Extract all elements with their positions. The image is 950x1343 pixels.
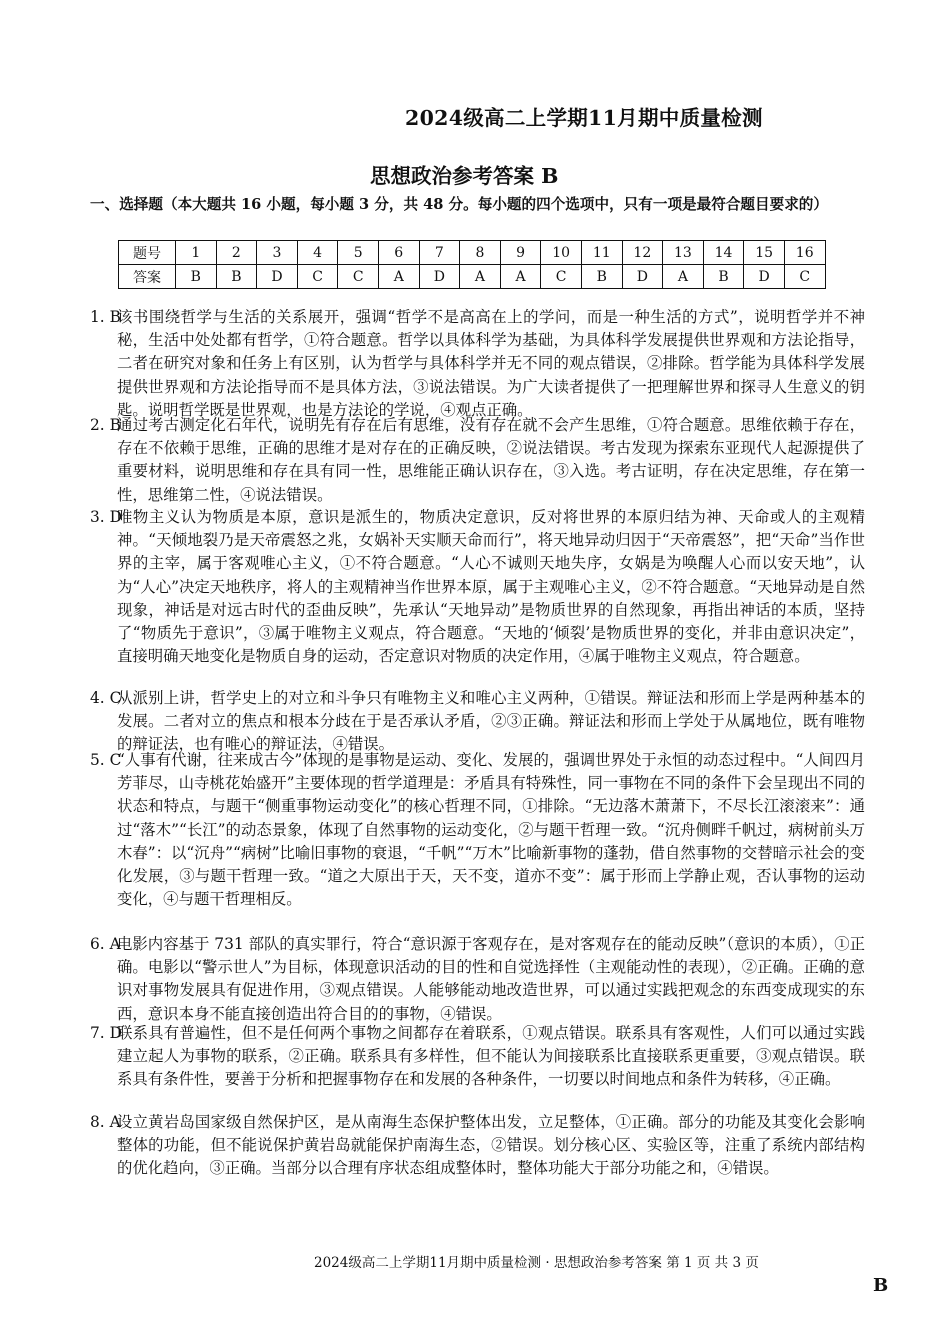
answer-cell: D: [419, 265, 460, 289]
question-number-cell: 7: [419, 241, 460, 265]
version-mark: B: [873, 1275, 889, 1296]
answer-table: [118, 240, 826, 289]
answer-row-label: 答案: [119, 265, 176, 289]
answer-cell: A: [378, 265, 419, 289]
question-number-cell: 4: [297, 241, 338, 265]
question-number: 6. A: [90, 935, 121, 953]
question-explanation-6: [90, 933, 865, 1026]
answer-cell: D: [622, 265, 663, 289]
answer-cell: C: [338, 265, 379, 289]
answer-cell: C: [297, 265, 338, 289]
question-number-cell: 10: [541, 241, 582, 265]
explanation-text: 电影内容基于 731 部队的真实罪行，符合“意识源于客观存在，是对客观存在的能动反映”（意识的本质），①正确。电影以“警示世人”为目标，体现意识活动的目的性和自觉选择性（主观能动性的表现），②正确。正确的意识对事物发展具有促进作用，③观点错误。人能够能动地改造世界，可以通过实践把观念的东西变成现实的东西，意识本身不能直接创造出符合目的的事物，④错误。: [117, 935, 865, 1023]
question-number: 8. A: [90, 1113, 121, 1131]
answer-table-answer-row: [119, 265, 826, 289]
explanation-text: 设立黄岩岛国家级自然保护区，是从南海生态保护整体出发，立足整体，①正确。部分的功能及其变化会影响整体的功能，但不能说保护黄岩岛就能保护南海生态，②错误。划分核心区、实验区等，注重了系统内部结构的优化趋向，③正确。当部分以合理有序状态组成整体时，整体功能大于部分功能之和，④错误。: [117, 1113, 865, 1178]
question-explanation-4: [90, 687, 865, 757]
answer-cell: A: [500, 265, 541, 289]
answer-cell: B: [216, 265, 257, 289]
answer-cell: A: [663, 265, 704, 289]
question-number-cell: 5: [338, 241, 379, 265]
answer-cell: B: [703, 265, 744, 289]
question-explanation-5: [90, 749, 865, 911]
answer-cell: B: [176, 265, 217, 289]
question-number: 3. D: [90, 508, 122, 526]
question-number-cell: 12: [622, 241, 663, 265]
question-number-cell: 1: [176, 241, 217, 265]
question-number-cell: 6: [378, 241, 419, 265]
question-explanation-2: [90, 414, 865, 507]
question-number: 7. D: [90, 1024, 122, 1042]
question-number-cell: 9: [500, 241, 541, 265]
number-row-label: 题号: [119, 241, 176, 265]
explanation-text: 从派别上讲，哲学史上的对立和斗争只有唯物主义和唯心主义两种，①错误。辩证法和形而上学是两种基本的发展。二者对立的焦点和根本分歧在于是否承认矛盾，②③正确。辩证法和形而上学处于从属地位，既有唯物的辩证法，也有唯心的辩证法，④错误。: [117, 689, 865, 754]
explanation-text: 唯物主义认为物质是本原，意识是派生的，物质决定意识，反对将世界的本原归结为神、天命或人的主观精神。“天倾地裂乃是天帝震怒之兆，女娲补天实顺天命而行”，将天地异动归因于“天帝震怒”，把“天命”当作世界的主宰，属于客观唯心主义，①不符合题意。“人心不诚则天地失序，女娲是为唤醒人心而以安天地”，认为“人心”决定天地秩序，将人的主观精神当作世界本原，属于主观唯心主义，②不符合题意。“天地异动是自然现象，神话是对远古时代的歪曲反映”，先承认“天地异动”是物质世界的自然现象，再指出神话的本质，坚持了“物质先于意识”，③属于唯物主义观点，符合题意。“天地的‘倾裂’是物质世界的变化，并非由意识决定”，直接明确天地变化是物质自身的运动，否定意识对物质的决定作用，④属于唯物主义观点，符合题意。: [117, 508, 865, 666]
question-number-cell: 3: [257, 241, 298, 265]
answer-cell: D: [744, 265, 785, 289]
page-subtitle: 思想政治参考答案 B: [370, 164, 559, 188]
question-explanation-1: [90, 306, 865, 422]
explanation-text: 该书围绕哲学与生活的关系展开，强调“哲学不是高高在上的学问，而是一种生活的方式”，说明哲学并不神秘，生活中处处都有哲学，①符合题意。哲学以具体科学为基础，为具体科学发展提供世界观和方法论指导，二者在研究对象和任务上有区别，认为哲学与具体科学并无不同的观点错误，②排除。哲学能为具体科学发展提供世界观和方法论指导而不是具体方法，③说法错误。为广大读者提供了一把理解世界和探寻人生意义的钥匙。说明哲学既是世界观，也是方法论的学说，④观点正确。: [117, 308, 865, 419]
question-number-cell: 13: [663, 241, 704, 265]
answer-table-number-row: [119, 241, 826, 265]
answer-cell: C: [784, 265, 825, 289]
question-explanation-8: [90, 1111, 865, 1181]
question-number: 2. B: [90, 416, 121, 434]
question-number: 4. C: [90, 689, 122, 707]
question-number: 5. C: [90, 751, 122, 769]
explanation-text: 联系具有普遍性，但不是任何两个事物之间都存在着联系，①观点错误。联系具有客观性，人们可以通过实践建立起人为事物的联系，②正确。联系具有多样性，但不能认为间接联系比直接联系更重要，③观点错误。联系具有条件性，要善于分析和把握事物存在和发展的各种条件，一切要以时间地点和条件为转移，④正确。: [117, 1024, 865, 1089]
question-explanation-7: [90, 1022, 865, 1092]
question-number-cell: 11: [581, 241, 622, 265]
answer-cell: D: [257, 265, 298, 289]
question-number-cell: 16: [784, 241, 825, 265]
answer-cell: A: [460, 265, 501, 289]
section-heading: 一、选择题（本大题共 16 小题，每小题 3 分，共 48 分。每小题的四个选项中，只有一项是最符合题目要求的）: [90, 196, 828, 213]
question-number-cell: 8: [460, 241, 501, 265]
page-title: 2024级高二上学期11月期中质量检测: [405, 106, 763, 130]
explanation-text: 通过考古测定化石年代，说明先有存在后有思维，没有存在就不会产生思维，①符合题意。思维依赖于存在，存在不依赖于思维，正确的思维才是对存在的正确反映，②说法错误。考古发现为探索东亚现代人起源提供了重要材料，说明思维和存在具有同一性，思维能正确认识存在，③入选。考古证明，存在决定思维，存在第一性，思维第二性，④说法错误。: [117, 416, 865, 504]
page-footer: 2024级高二上学期11月期中质量检测 · 思想政治参考答案 第 1 页 共 3 页: [314, 1255, 759, 1271]
question-number: 1. B: [90, 308, 121, 326]
question-explanation-3: [90, 506, 865, 668]
explanation-text: “人事有代谢，往来成古今”体现的是事物是运动、变化、发展的，强调世界处于永恒的动态过程中。“人间四月芳菲尽，山寺桃花始盛开”主要体现的哲学道理是：矛盾具有特殊性，同一事物在不同的条件下会呈现出不同的状态和特点，与题干“侧重事物运动变化”的核心哲理不同，①排除。“无边落木萧萧下，不尽长江滚滚来”：通过“落木”“长江”的动态景象，体现了自然事物的运动变化，②与题干哲理一致。“沉舟侧畔千帆过，病树前头万木春”：以“沉舟”“病树”比喻旧事物的衰退，“千帆”“万木”比喻新事物的蓬勃，借自然事物的交替暗示社会的变化发展，③与题干哲理一致。“道之大原出于天，天不变，道亦不变”：属于形而上学静止观，否认事物的运动变化，④与题干哲理相反。: [117, 751, 866, 909]
answer-cell: C: [541, 265, 582, 289]
answer-cell: B: [581, 265, 622, 289]
question-number-cell: 15: [744, 241, 785, 265]
question-number-cell: 14: [703, 241, 744, 265]
question-number-cell: 2: [216, 241, 257, 265]
